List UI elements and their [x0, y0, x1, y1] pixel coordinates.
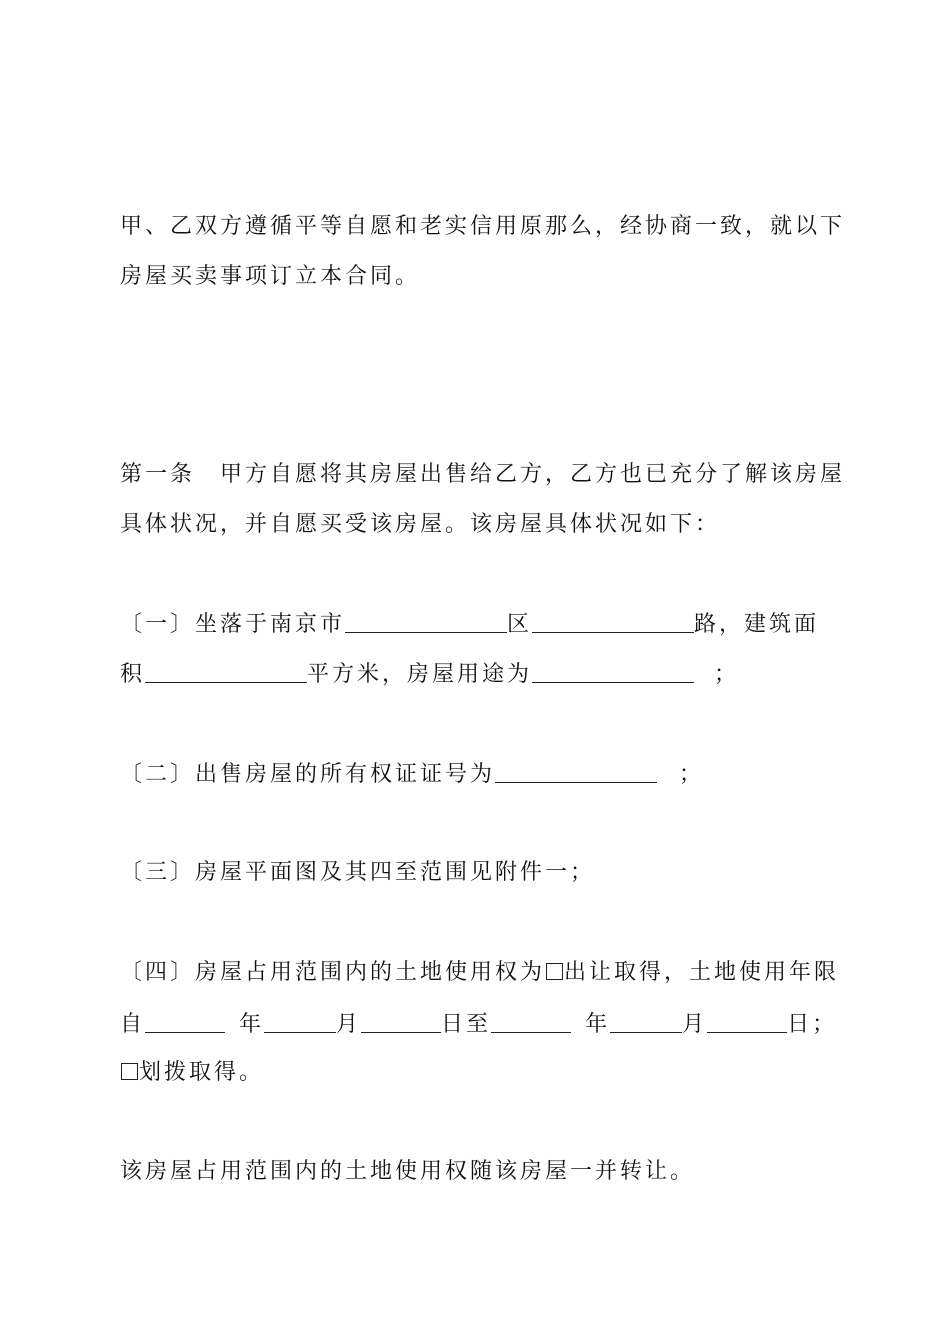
district-blank[interactable] [345, 612, 507, 633]
area-blank[interactable] [145, 662, 307, 683]
allocation-label: 划拨取得。 [139, 1060, 265, 1085]
start-day-label: 日至 [441, 1012, 492, 1037]
transfer-checkbox[interactable] [546, 963, 563, 980]
start-year-blank[interactable] [145, 1012, 225, 1033]
land-transfer-paragraph: 该房屋占用范围内的土地使用权随该房屋一并转让。 [120, 1159, 696, 1184]
end-day-blank[interactable] [707, 1012, 787, 1033]
item-one-location-label: 〔一〕坐落于南京市 [120, 612, 346, 637]
start-month-label: 月 [336, 1012, 362, 1037]
road-blank[interactable] [532, 612, 694, 633]
area-label-start: 积 [120, 662, 146, 687]
start-day-blank[interactable] [361, 1012, 441, 1033]
usage-blank[interactable] [532, 662, 694, 683]
land-right-label: 〔四〕房屋占用范围内的土地使用权为 [120, 960, 546, 985]
item-two-line [120, 760, 835, 790]
certificate-blank[interactable] [495, 762, 657, 783]
item-four-line2 [120, 1010, 838, 1040]
transfer-label: 出让取得，土地使用年限 [564, 960, 840, 985]
paragraph-intro-line2: 房屋买卖事项订立本合同。 [120, 264, 421, 289]
paragraph-intro-line1: 甲、乙双方遵循平等自愿和老实信用原那么，经协商一致，就以下 [120, 214, 846, 239]
from-label: 自 [120, 1012, 146, 1037]
article-one-line2: 具体状况，并自愿买受该房屋。该房屋具体状况如下： [120, 512, 721, 537]
item-four-line1 [120, 958, 840, 988]
item-one-end: ； [714, 662, 740, 687]
district-label: 区 [507, 612, 533, 637]
item-four-line3 [120, 1058, 835, 1088]
item-one-line1 [120, 610, 835, 640]
start-month-blank[interactable] [264, 1012, 336, 1033]
item-three-line: 〔三〕房屋平面图及其四至范围见附件一； [120, 860, 596, 885]
end-year-label: 年 [585, 1012, 611, 1037]
article-one-line1: 第一条 甲方自愿将其房屋出售给乙方，乙方也已充分了解该房屋 [120, 462, 846, 487]
road-label: 路，建筑面 [694, 612, 820, 637]
certificate-label: 〔二〕出售房屋的所有权证证号为 [120, 762, 496, 787]
start-year-label: 年 [239, 1012, 265, 1037]
end-day-label: 日； [787, 1012, 838, 1037]
allocation-checkbox[interactable] [121, 1063, 138, 1080]
end-month-blank[interactable] [610, 1012, 682, 1033]
area-label: 平方米，房屋用途为 [307, 662, 533, 687]
end-month-label: 月 [682, 1012, 708, 1037]
item-one-line2 [120, 660, 835, 690]
item-two-end: ； [679, 762, 705, 787]
end-year-blank[interactable] [491, 1012, 571, 1033]
